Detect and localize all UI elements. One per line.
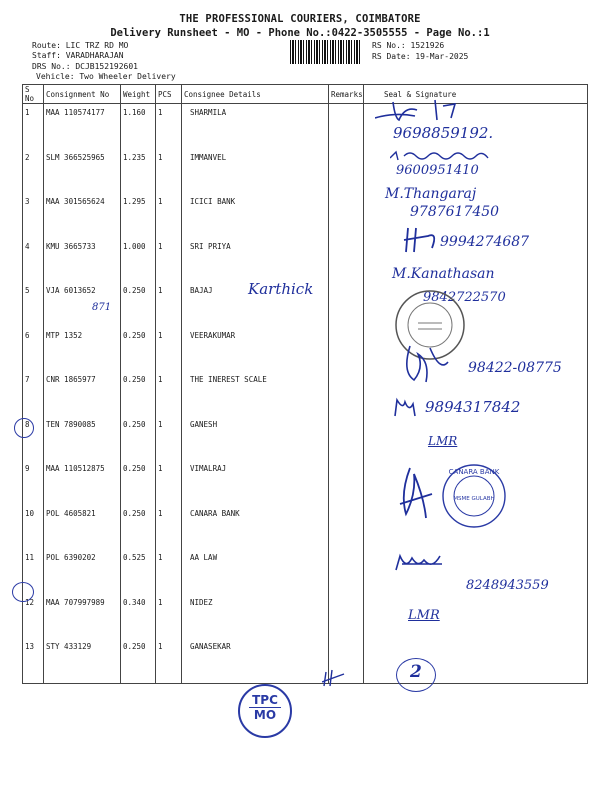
seal-ring-text: CANARA BANK [448, 468, 500, 476]
cell-consignee: THE INEREST SCALE [182, 371, 329, 416]
cell-consignee: BAJAJ [182, 282, 329, 327]
phone-row9: 9894317842 [425, 398, 521, 416]
cell-pcs: 1 [156, 104, 182, 149]
cell-remarks [329, 282, 364, 327]
cell-pcs: 1 [156, 460, 182, 505]
phone-row8: 98422-08775 [468, 360, 562, 376]
cell-consignee: GANASEKAR [182, 638, 329, 683]
cell-cno: KMU 3665733 [44, 238, 121, 283]
cell-cno: MAA 301565624 [44, 193, 121, 238]
cell-signature [364, 416, 588, 461]
cell-cno: POL 4605821 [44, 505, 121, 550]
cell-consignee: VEERAKUMAR [182, 327, 329, 372]
cell-cno: STY 433129 [44, 638, 121, 683]
table-header-row [23, 85, 588, 104]
circle-mark-row13 [12, 582, 34, 602]
cell-sno: 6 [23, 327, 44, 372]
cell-pcs: 1 [156, 371, 182, 416]
cell-consignee: SRI PRIYA [182, 238, 329, 283]
cell-pcs: 1 [156, 594, 182, 639]
cell-remarks [329, 238, 364, 283]
cell-sno: 9 [23, 460, 44, 505]
cell-sno: 5 [23, 282, 44, 327]
cell-sno: 4 [23, 238, 44, 283]
cell-sno: 7 [23, 371, 44, 416]
cell-remarks [329, 104, 364, 149]
cell-remarks [329, 371, 364, 416]
cell-weight: 0.525 [121, 549, 156, 594]
rs-date: RS Date: 19-Mar-2025 [372, 52, 469, 61]
col-consignment: Consignment No [44, 85, 121, 104]
table-row [23, 104, 588, 149]
rs-number: RS No.: 1521926 [372, 41, 445, 50]
cell-sno: 10 [23, 505, 44, 550]
seal-center-text: MSME GULABH [453, 496, 495, 502]
cell-pcs: 1 [156, 238, 182, 283]
cell-cno: MAA 110574177 [44, 104, 121, 149]
cell-weight: 0.250 [121, 638, 156, 683]
phone-row4: 9994274687 [440, 234, 530, 250]
signature-row9 [393, 396, 425, 420]
cell-weight: 0.250 [121, 327, 156, 372]
handwritten-name-row6: Karthick [248, 280, 314, 298]
col-weight: Weight [121, 85, 156, 104]
cell-pcs: 1 [156, 282, 182, 327]
cell-weight: 0.250 [121, 416, 156, 461]
col-sno: S No [23, 85, 44, 104]
cell-consignee: VIMALRAJ [182, 460, 329, 505]
cell-pcs: 1 [156, 505, 182, 550]
cell-weight: 0.250 [121, 460, 156, 505]
initials-row10: LMR [428, 434, 458, 448]
cell-remarks [329, 505, 364, 550]
barcode [290, 40, 360, 64]
cell-cno: SLM 366525965 [44, 149, 121, 194]
table-row [23, 638, 588, 683]
initials-row13: LMR [408, 608, 440, 623]
cell-cno: MTP 1352 [44, 327, 121, 372]
col-consignee: Consignee Details [182, 85, 329, 104]
canara-bank-seal [440, 462, 508, 530]
table-row [23, 416, 588, 461]
phone-row12: 8248943559 [466, 578, 549, 593]
col-remarks: Remarks [329, 85, 364, 104]
tally-mark [322, 668, 348, 690]
tpc-stamp-top: TPC [252, 693, 278, 707]
cell-remarks [329, 416, 364, 461]
name-row5: M.Kanathasan [392, 266, 495, 282]
cell-consignee: CANARA BANK [182, 505, 329, 550]
cell-remarks [329, 460, 364, 505]
cell-weight: 0.250 [121, 282, 156, 327]
handwritten-digits-row6: 871 [92, 302, 112, 313]
signature-row7 [400, 342, 460, 387]
company-name: THE PROFESSIONAL COURIERS, COIMBATORE [179, 13, 421, 25]
phone-row5: 9842722570 [423, 290, 506, 305]
cell-weight: 1.295 [121, 193, 156, 238]
tpc-stamp-text [238, 693, 292, 722]
cell-weight: 0.340 [121, 594, 156, 639]
runsheet-title: Delivery Runsheet - MO - Phone No.:0422-3505555 - Page No.:1 [110, 27, 490, 39]
drs-number: DRS No.: DCJB152192601 [32, 62, 138, 71]
cell-sno: 12 [23, 594, 44, 639]
table-row [23, 149, 588, 194]
cell-cno: MAA 707997989 [44, 594, 121, 639]
name-row3: M.Thangaraj [385, 186, 477, 202]
table-row [23, 193, 588, 238]
tpc-stamp-bottom: MO [249, 707, 281, 722]
cell-cno: TEN 7890085 [44, 416, 121, 461]
cell-sno: 2 [23, 149, 44, 194]
cell-sno: 1 [23, 104, 44, 149]
cell-pcs: 1 [156, 549, 182, 594]
cell-sno: 11 [23, 549, 44, 594]
cell-sno: 13 [23, 638, 44, 683]
col-pcs: PCS [156, 85, 182, 104]
circle-mark-row9 [14, 418, 34, 438]
cell-cno: CNR 1865977 [44, 371, 121, 416]
route: Route: LIC TRZ RD MO [32, 41, 129, 50]
cell-remarks [329, 549, 364, 594]
cell-pcs: 1 [156, 638, 182, 683]
signature-row12 [394, 550, 454, 578]
cell-pcs: 1 [156, 416, 182, 461]
cell-cno: MAA 110512875 [44, 460, 121, 505]
cell-remarks [329, 327, 364, 372]
cell-pcs: 1 [156, 149, 182, 194]
cell-consignee: AA LAW [182, 549, 329, 594]
cell-signature [364, 594, 588, 639]
cell-sno: 3 [23, 193, 44, 238]
phone-row1: 9698859192. [393, 124, 494, 142]
cell-consignee: IMMANVEL [182, 149, 329, 194]
cell-sno: 8 [23, 416, 44, 461]
cell-remarks [329, 193, 364, 238]
cell-weight: 0.250 [121, 371, 156, 416]
cell-consignee: SHARMILA [182, 104, 329, 149]
signature-row4 [402, 224, 442, 256]
phone-row3: 9787617450 [410, 204, 500, 220]
staff: Staff: VARADHARAJAN [32, 51, 124, 60]
cell-pcs: 1 [156, 327, 182, 372]
cell-weight: 1.000 [121, 238, 156, 283]
cell-remarks [329, 149, 364, 194]
vehicle: Vehicle: Two Wheeler Delivery [36, 72, 176, 81]
page-count-mark: 2 [410, 662, 422, 682]
signature-row10 [396, 464, 436, 524]
cell-weight: 1.235 [121, 149, 156, 194]
cell-weight: 1.160 [121, 104, 156, 149]
phone-row2: 9600951410 [396, 163, 479, 178]
col-signature: Seal & Signature [364, 85, 588, 104]
runsheet-table [22, 84, 588, 684]
cell-pcs: 1 [156, 193, 182, 238]
cell-consignee: ICICI BANK [182, 193, 329, 238]
cell-consignee: GANESH [182, 416, 329, 461]
cell-cno: POL 6390202 [44, 549, 121, 594]
cell-consignee: NIDEZ [182, 594, 329, 639]
cell-weight: 0.250 [121, 505, 156, 550]
table-row [23, 594, 588, 639]
cell-cno: VJA 6013652 [44, 282, 121, 327]
cell-remarks [329, 594, 364, 639]
